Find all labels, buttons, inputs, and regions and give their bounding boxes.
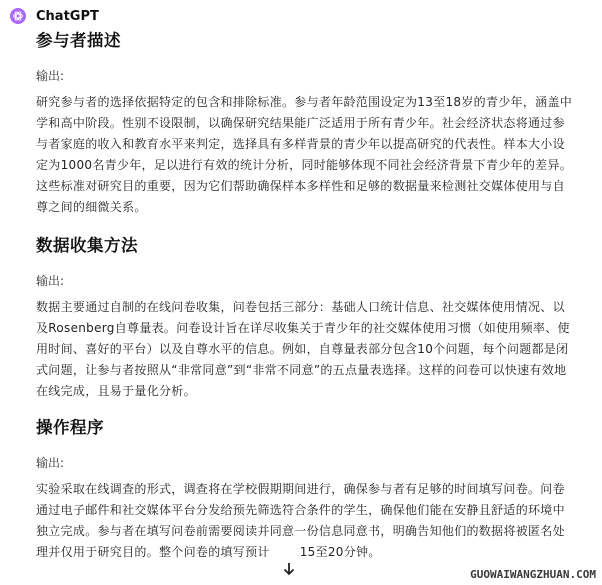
- paragraph-line-start: 理并仅用于研究目的。整个问卷的填写预计: [36, 545, 270, 559]
- paragraph-line: 用时间、喜好的平台）以及自尊水平的信息。例如，自尊量表部分包含10个问题，每个问题都是闭: [36, 342, 569, 356]
- output-label: 输出:: [36, 456, 65, 470]
- paragraph-line: 研究参与者的选择依据特定的包含和排除标准。参与者年龄范围设定为13至18岁的青少年，涵盖中: [36, 95, 573, 109]
- section-paragraph: [36, 92, 592, 218]
- paragraph-line-end: 15至20分钟。: [299, 545, 381, 559]
- paragraph-line: 与者家庭的收入和教育水平来判定，选择具有多样背景的青少年以提高研究的代表性。样本大小设: [36, 137, 565, 151]
- paragraph-line: 及Rosenberg自尊量表。问卷设计旨在详尽收集关于青少年的社交媒体使用习惯（如使用频率、使: [36, 321, 570, 335]
- message-header: [10, 6, 99, 26]
- paragraph-line: 式问题，让参与者按照从“非常同意”到“非常不同意”的五点量表选择。这样的问卷可以快速有效地: [36, 363, 567, 377]
- paragraph-line: 学和高中阶段。性别不设限制，以确保研究结果能广泛适用于所有青少年。社会经济状态将通过参: [36, 116, 565, 130]
- paragraph-line: 通过电子邮件和社交媒体平台分发给预先筛选符合条件的学生，确保他们能在安静且舒适的环境中: [36, 503, 565, 517]
- section-title: 数据收集方法: [36, 236, 138, 255]
- message-content: [36, 29, 592, 563]
- section-paragraph: [36, 297, 592, 402]
- sender-name: ChatGPT: [36, 8, 99, 24]
- paragraph-line: 定为1000名青少年，足以进行有效的统计分析，同时能够体现不同社会经济背景下青少年的差异。: [36, 158, 573, 172]
- paragraph-line: 在线完成，且易于量化分析。: [36, 384, 196, 398]
- section-title: 参与者描述: [36, 31, 121, 50]
- paragraph-line: 尊之间的细微关系。: [36, 200, 147, 214]
- paragraph-line: 数据主要通过自制的在线问卷收集，问卷包括三部分：基础人口统计信息、社交媒体使用情况、以: [36, 300, 565, 314]
- section-paragraph: [36, 479, 592, 563]
- section-title: 操作程序: [36, 418, 104, 437]
- paragraph-line: 实验采取在线调查的形式，调查将在学校假期期间进行，确保参与者有足够的时间填写问卷。问卷: [36, 482, 565, 496]
- openai-logo-icon: [10, 8, 26, 24]
- arrow-down-icon[interactable]: [280, 560, 298, 578]
- output-label: 输出:: [36, 69, 65, 83]
- output-label: 输出:: [36, 274, 65, 288]
- paragraph-line: [36, 542, 592, 563]
- paragraph-line: 独立完成。参与者在填写问卷前需要阅读并同意一份信息同意书，明确告知他们的数据将被匿名处: [36, 524, 565, 538]
- paragraph-line: 这些标准对研究目的重要，因为它们帮助确保样本多样性和足够的数据量来检测社交媒体使用与自: [36, 179, 565, 193]
- watermark: GUOWAIWANGZHUAN.COM: [470, 568, 596, 581]
